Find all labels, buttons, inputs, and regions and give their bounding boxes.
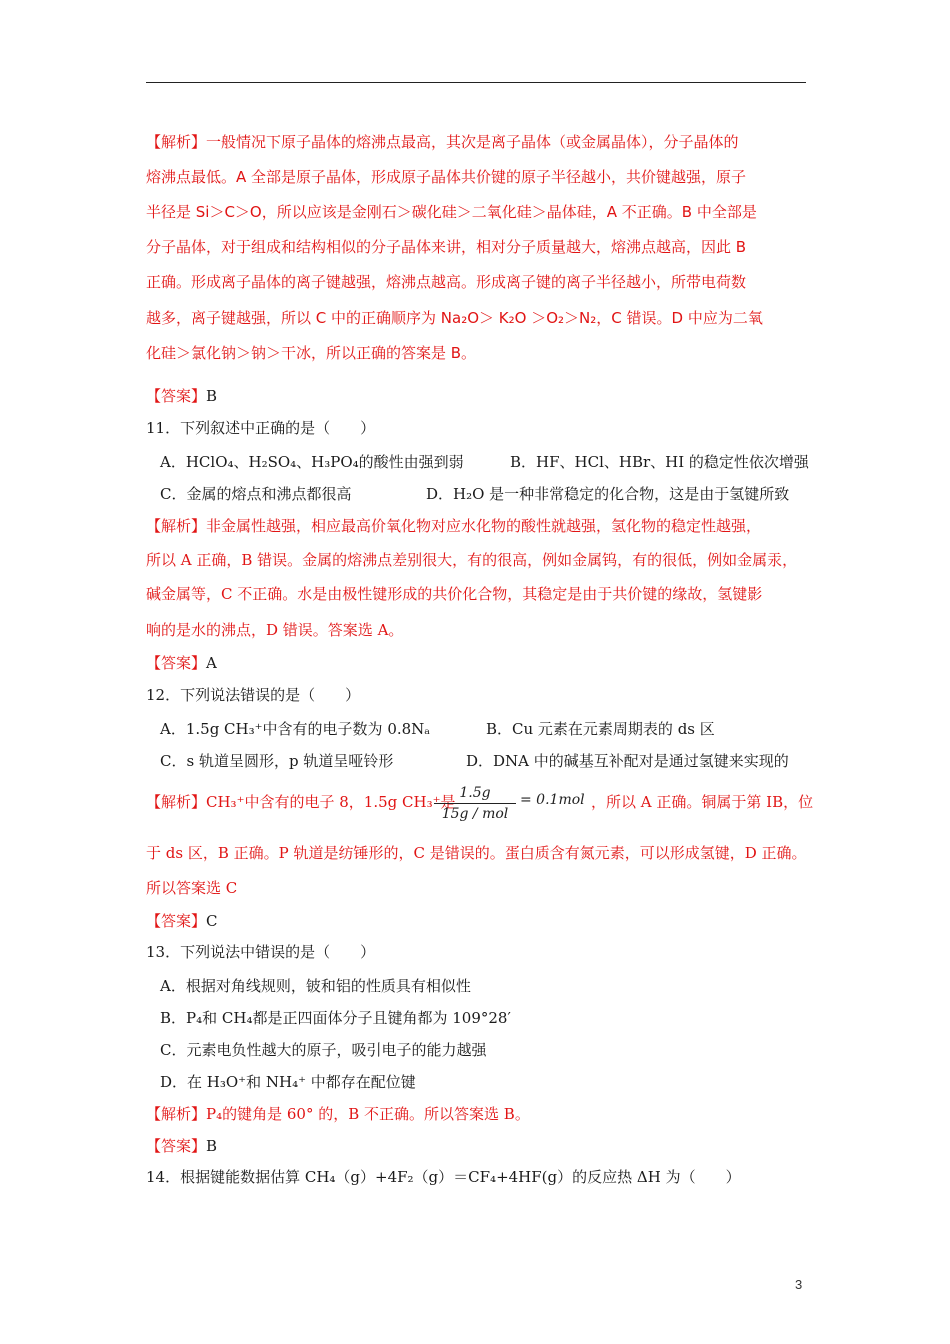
answer-value: C	[206, 912, 218, 930]
fraction-bar	[434, 803, 516, 804]
answer-value: B	[206, 387, 218, 405]
q13-option-d: D．在 H₃O⁺和 NH₄⁺ 中都存在配位键	[160, 1073, 416, 1091]
fraction	[434, 784, 516, 823]
q11-option-b: B．HF、HCl、HBr、HI 的稳定性依次增强	[510, 453, 809, 471]
fraction-numerator: 1.5g	[459, 785, 491, 801]
analysis-line: 半径是 Si＞C＞O，所以应该是金刚石＞碳化硅＞二氧化硅＞晶体硅，A 不正确。B 中全部是	[146, 203, 757, 221]
q12-answer	[146, 911, 218, 931]
q11-option-d: D．H₂O 是一种非常稳定的化合物，这是由于氢键所致	[426, 485, 790, 503]
analysis-line: 越多，离子键越强，所以 C 中的正确顺序为 Na₂O＞ K₂O ＞O₂＞N₂，C 错误。D 中应为二氧	[146, 309, 763, 327]
q12-option-b: B．Cu 元素在元素周期表的 ds 区	[486, 720, 715, 738]
q11-stem: 11．下列叙述中正确的是（ ）	[146, 419, 376, 437]
analysis-line: 分子晶体，对于组成和结构相似的分子晶体来讲，相对分子质量越大，熔沸点越高，因此 B	[146, 238, 747, 256]
q13-analysis: 【解析】P₄的键角是 60° 的，B 不正确。所以答案选 B。	[146, 1105, 530, 1123]
q13-option-b: B．P₄和 CH₄都是正四面体分子且键角都为 109°28′	[160, 1009, 511, 1027]
q12-analysis-line: 所以答案选 C	[146, 879, 238, 897]
analysis-line: 熔沸点最低。A 全部是原子晶体，形成原子晶体共价键的原子半径越小，共价键越强，原子	[146, 168, 747, 186]
q12-option-d: D．DNA 中的碱基互补配对是通过氢键来实现的	[466, 752, 789, 770]
fraction-denominator: 15g / mol	[441, 806, 509, 822]
q12-analysis-prefix: 【解析】CH₃⁺中含有的电子 8，1.5g CH₃⁺是	[146, 793, 456, 811]
q11-option-a: A．HClO₄、H₂SO₄、H₃PO₄的酸性由强到弱	[160, 453, 464, 471]
analysis-line: 正确。形成离子晶体的离子键越强，熔沸点越高。形成离子键的离子半径越小，所带电荷数	[146, 273, 747, 291]
q12-analysis-suffix: ，所以 A 正确。铜属于第 IB，位	[591, 793, 814, 811]
answer-value: B	[206, 1137, 218, 1155]
answer-label: 【答案】	[146, 1137, 207, 1155]
answer-label: 【答案】	[146, 654, 207, 672]
q11-answer	[146, 653, 217, 673]
fraction-result: = 0.1mol	[520, 792, 585, 808]
q13-stem: 13．下列说法中错误的是（ ）	[146, 943, 376, 961]
q12-option-a: A．1.5g CH₃⁺中含有的电子数为 0.8Nₐ	[160, 720, 431, 738]
q11-analysis-line: 【解析】非金属性越强，相应最高价氧化物对应水化物的酸性就越强，氢化物的稳定性越强，	[146, 517, 762, 535]
q11-analysis-line: 响的是水的沸点，D 错误。答案选 A。	[146, 621, 404, 639]
q11-analysis-line: 碱金属等，C 不正确。水是由极性键形成的共价化合物，其稳定是由于共价键的缘故，氢键影	[146, 585, 763, 603]
answer-value: A	[206, 654, 217, 672]
answer-label: 【答案】	[146, 912, 207, 930]
header-rule	[146, 82, 806, 83]
q13-option-a: A．根据对角线规则，铍和铝的性质具有相似性	[160, 977, 471, 995]
page-number: 3	[795, 1277, 803, 1292]
analysis-line: 【解析】一般情况下原子晶体的熔沸点最高，其次是离子晶体（或金属晶体），分子晶体的	[146, 133, 739, 151]
q11-option-c: C．金属的熔点和沸点都很高	[160, 485, 352, 503]
q10-answer	[146, 386, 217, 406]
q12-option-c: C．s 轨道呈圆形，p 轨道呈哑铃形	[160, 752, 394, 770]
analysis-line: 化硅＞氯化钠＞钠＞干冰，所以正确的答案是 B。	[146, 344, 477, 362]
q11-analysis-line: 所以 A 正确，B 错误。金属的熔沸点差别很大，有的很高，例如金属钨，有的很低，例如金属汞，	[146, 551, 798, 569]
answer-label: 【答案】	[146, 387, 207, 405]
q12-analysis-line: 于 ds 区，B 正确。P 轨道是纺锤形的，C 是错误的。蛋白质含有氮元素，可以形成氢键，D 正确。	[146, 844, 807, 862]
q13-answer	[146, 1136, 217, 1156]
q12-stem: 12．下列说法错误的是（ ）	[146, 686, 361, 704]
q14-stem: 14．根据键能数据估算 CH₄（g）+4F₂（g）＝CF₄+4HF(g）的反应热 ΔH 为（ ）	[146, 1168, 741, 1186]
q13-option-c: C．元素电负性越大的原子，吸引电子的能力越强	[160, 1041, 487, 1059]
